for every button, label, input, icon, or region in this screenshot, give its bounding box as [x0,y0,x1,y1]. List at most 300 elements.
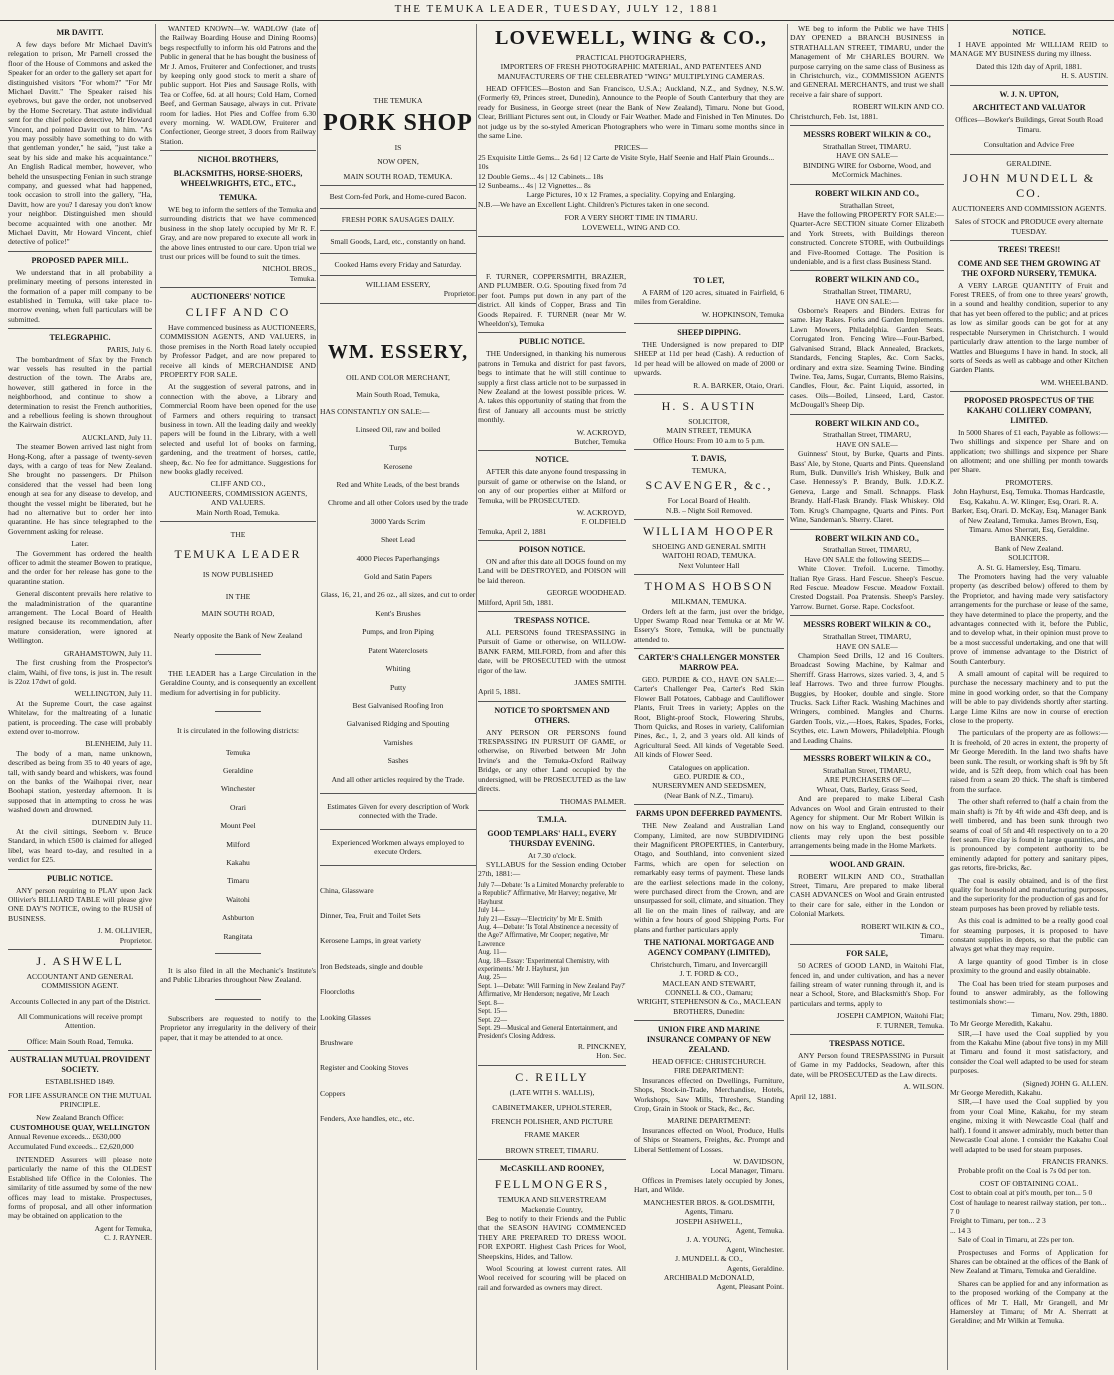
ad-text: At the suggestion of several patrons, and in connection with the above, a Library and Commercial Room have been opened for the use of Farmers and others requiring to transact business in town. All the leading daily and weekly papers will be found in the Library, with a well selected and useful lot of books on farming, gardening, and the treatment of horses, cattle, sheep, &c. No fee for admittance. Suggestions for new books gladly received. [160,382,316,477]
prospectus-text: SIR,—I have used the Coal supplied by you from your Coal Mine, Kakahu, for my steam engine, mixing it with Newcastle Coal (half and half). I found it answer admirably, much better than Newcastle Coal alone. I consider the Kakahu Coal well adapted to be used for steam purposes. [950,1097,1108,1154]
ad-text: ESTABLISHED 1849. [45,1077,115,1087]
divider [478,1159,626,1160]
heading: MESSRS ROBERT WILKIN & CO., [803,620,931,630]
ad-text: 50 ACRES of GOOD LAND, in Waitohi Flat, fenced in, and under cultivation, and has a never failing stream of water running through it, and is near a School, Store, and Blacksmith's Shop. For particulars and terms, apply to [790,961,944,1008]
syllabus-item: July 14— [478,907,505,915]
heading: PUBLIC NOTICE. [47,873,113,883]
ad-text: SYLLABUS for the Session ending October 27th, 1881:— [478,860,626,879]
ad-text: MARINE DEPARTMENT: [667,1116,751,1126]
syllabus-item: Aug. 4—Debate: 'Is Total Abstinence a necessity of the Age?' Affirmative, Mr Cooper; negative, Mr Lawrence [478,923,619,948]
signature: WRIGHT, STEPHENSON & Co., MACLEAN BROTHERS, Dunedin: [637,997,781,1016]
ad-text: Strathallan Street, TIMARU, [822,632,912,642]
dateline: BLENHEIM, July 11. [85,739,152,749]
list-item: Kent's Brushes [375,608,421,618]
ad-title: CLIFF AND CO [185,305,291,320]
list-item: Glass, 16, 21, and 26 oz., all sizes, and cut to order [320,590,476,600]
signature: Proprietor. [119,935,152,945]
heading: TELEGRAPHIC. [49,333,111,343]
divider [320,829,476,830]
heading: AUSTRALIAN MUTUAL PROVIDENT SOCIETY. [9,1055,150,1075]
cost-list [950,1188,1108,1235]
heading: AUCTIONEERS' NOTICE [190,292,286,302]
column-rule [787,24,788,1370]
ad-text: Small Goods, Lard, etc., constantly on hand. [330,237,466,247]
divider [320,253,476,254]
syllabus-item: Aug. 18—Essay: 'Experimental Chemistry, with experiments.' Mr J. Hayhurst, jun [478,957,610,974]
ad-text: WANTED KNOWN—W. WADLOW (late of the Railway Boarding House and Dining Rooms) begs respectfully to inform his old Patrons and the Public in general that he has bought the business of Mr J. Amos, Fruiterer and Confectioner, and trusts by keeping only good stock to merit a share of public support. Hot Pies and Sausage Rolls, with Tea or Coffee, 6d. at all hours; Cold Ham, Corned Beef, and German Sausage, always in cut. Private room for ladies. Hot Pies and Coffee from 6.30 every morning. W. WADLOW, Fruiterer and Confectioner, George street, 3 doors from Railway Station. [160,24,316,146]
list-item: Putty [389,682,407,692]
divider [950,154,1108,155]
column-6 [790,24,944,1370]
heading: CARTER'S CHALLENGER MONSTER MARROW PEA. [638,653,780,673]
heading: SHEEP DIPPING. [677,328,741,338]
signature: MACLEAN AND STEWART, [662,978,756,988]
heading: NOTICE. [535,455,569,465]
heading: T.M.I.A. [537,814,567,824]
divider [215,999,262,1000]
divider [950,85,1108,86]
divider [634,574,784,575]
ad-text: HAVE ON SALE— [836,439,898,449]
notice-text: THE Undersigned, in thanking his numerous patrons in Temuka and district for past favors, begs to intimate that he will still continue to supply a first class article not to be surpassed in New Zealand at the lowest possible prices. W. A. takes this opportunity of stating that from the first of January all accounts must be strictly monthly. [478,349,626,425]
divider [215,953,262,954]
column-3 [320,24,476,1370]
ad-text: Main South Road, Temuka, [356,390,440,400]
signature: R. PINCKNEY, [577,1041,626,1051]
ad-text: IS NOW PUBLISHED [202,570,274,580]
heading: NOTICE TO SPORTSMEN AND OTHERS. [494,705,610,725]
ad-text: HAVE ON SALE— [836,151,898,161]
ad-text: HAVE ON SALE:— [835,296,899,306]
item-list: Guinness' Stout, by Burke, Quarts and Pints. Bass' Ale, by Stone, Quarts and Pints. Queensland Rum, Bulk. Dunville's Irish Whiskey, Bulk and Case. Hennessy's P. Brandy, Bulk. J.D.K.Z. Geneva, Large and Small. Schnapps. Flask Brandy. Half-Flask Brandy. Flask Whiskey. Old Tom. Krug's Champagne, Quarts and Pints. Port Wine, Sandeman's. Sherry. Claret. [790,449,944,525]
list-item: Pumps, and Iron Piping [362,627,434,637]
ad-text: FIRE DEPARTMENT: [674,1066,744,1076]
signature: AUCTIONEERS, COMMISSION AGENTS, AND VALUERS. [168,488,308,508]
heading: UNION FIRE AND MARINE INSURANCE COMPANY OF NEW ZEALAND. [646,1025,772,1055]
ad-text: Experienced Workmen always employed to execute Orders. [331,837,465,857]
ad-text: SOLICITOR, [688,416,730,426]
divider [790,1034,944,1035]
ad-title: PORK SHOP [323,110,473,137]
ad-text: CABINETMAKER, UPHOLSTERER, FRENCH POLISHER, AND PICTURE FRAME MAKER [491,1102,613,1140]
dateline: PARIS, July 6. [107,345,152,355]
ad-text: Subscribers are requested to notify to the Proprietor any irregularity in the delivery of their paper, that it may be attended to at once. [160,1013,316,1042]
ad-text: IS [394,143,402,153]
signature: A. WILSON. [903,1082,944,1092]
ad-text: GERALDINE. [1006,158,1052,168]
ad-text: THE New Zealand and Australian Land Company, Limited, are now SUBDIVIDING their Magnificent PROPERTIES, in Canterbury, Otago, and Southland, into convenient sized Farms, which are open for selection on remarkably easy terms of payment. These lands are the earliest selections made in the colony, were purchased direct from the Crown, and are unsurpassed for soil, climate, and situation. They all lie on the main lines of railway, and are within a few hours of good Shipping Ports. For plans and further particulars apply [634,821,784,934]
ad-text: (LATE WITH S. WALLIS), [509,1087,595,1097]
divider [634,804,784,805]
prospectus-text: Mr George Meredith, Kakahu. [950,1088,1043,1098]
dateline: DUNEDIN July 11. [91,817,152,827]
prospectus-text: The other shaft referred to (half a chain from the main shaft) is 7ft by 4ft wide and 43ft deep, and is well timbered, and has been sunk through two seams of coal of 5ft and 4ft respectively on to a 20 feet seam. Fire clay is found in large quantities, and is pronounced by competent authority to be eminently adapted for pottery and sanitary pipes, gas retorts, fire-bricks, &c. [950,797,1108,873]
heading: TRESPASS NOTICE. [829,1039,905,1049]
ad-text: ACCOUNTANT AND GENERAL COMMISSION AGENT. [26,971,134,991]
lovewell-ad [478,24,784,274]
signature: Agent, Winchester. [726,1244,784,1254]
list-item: Gold and Satin Papers [364,572,432,582]
signature: W. ACKROYD, [576,427,626,437]
heading: TREES! TREES!! [997,244,1061,254]
signature: GEORGE WOODHEAD. [546,588,626,598]
divider [160,287,316,288]
column-rule [317,24,318,1370]
ad-title: TEMUKA LEADER [174,547,302,562]
ad-text: TEMUKA, [691,466,727,476]
ad-text: Next Volunteer Hall [678,560,740,570]
heading: TRESPASS NOTICE. [514,616,590,626]
ad-text: Accounts Collected in any part of the District. [9,996,151,1006]
ad-title: C. REILLY [515,1069,589,1084]
column-2 [160,24,316,1370]
district-item: Temuka [225,747,251,757]
list-item: China, Glassware [320,885,374,895]
signature: WM. WHEELBAND. [1040,377,1108,387]
ad-text: It is also filed in all the Mechanic's Institute's and Public Libraries throughout New Zealand. [160,966,316,985]
cost-item: Cost to obtain coal at pit's mouth, per ton... 5 0 [950,1188,1093,1198]
list-item: Sheet Lead [381,535,415,545]
district-item: Timaru [226,876,250,886]
ad-text: A VERY LARGE QUANTITY of Fruit and Forest TREES, of from one to three years' growth, in a sound and healthy condition, superior to any that has yet been offered to the public; and at prices as low as similar goods can be got for at any respectable Nurserymen in Christchurch. I would particularly draw attention to the large number of Wattles and Bluegums I have in hand. In stock, all sorts of Seeds as well as cabbage and other Kitchen Garden Plants. [950,280,1108,375]
ad-text: New Zealand Branch Office: [36,1113,124,1123]
signature: J. M. OLLIVIER, [97,926,152,936]
notice-text: ANY Person found TRESPASSING in Pursuit of Game in my Paddocks, Seadown, after this date, will be PROSECUTED as the Law directs. [790,1051,944,1079]
divider [790,184,944,185]
item-list: Osborne's Reapers and Binders. Extras for same. Hay Rakes. Forks and Garden Implements. Lawn Mowers, Philadelphia. Garden Seats. Corrugated Iron. Fencing Wire—Four-Barbed, Galvanised Strand, Black Annealed, Brackets, Standards, Fencing Staples, &c. Corn Sacks, ordinary and extra size. Seaming Twine. Binding Twine. Tea, Jams, Sugar, Currants, Blemo Raisins, Candles, Flour, &c. Paint Liquid, assorted, in cases. Oils—Boiled, Linseed, Lard, Castor. McDougall's Sheep Dip. [790,306,944,410]
ad-text: Strathallan Street, TIMARU, [822,430,912,440]
dateline: Later. [71,539,89,549]
divider [478,236,784,237]
heading: NOTICE. [1012,28,1046,37]
signature: Timaru. [920,930,944,940]
signature: Temuka. [289,273,316,283]
ad-title: WILLIAM HOOPER [642,524,776,539]
list-item: Chrome and all other Colors used by the trade [327,498,469,508]
notice-text: ANY person requiring to PLAY upon Jack Ollivier's BILLIARD TABLE will please give ONE DAY'S NOTICE, owing to the RUSH of BUSINESS. [8,885,152,923]
ad-text: Have ON SALE the following SEEDS— [804,554,930,564]
ad-text: Strathallan Street, TIMARU, [822,287,912,297]
article-text: The first crushing from the Prospector's claim, Waihi, of five tons, is just in. The result is 22oz 17dwt of gold. [8,658,152,686]
notice-text: AFTER this date anyone found trespassing in pursuit of game or otherwise on the Island, or on any of our properties either at Milford or Temuka, will be PROSECUTED. [478,467,626,505]
ad-text: MILKMAN, TEMUKA. [671,597,747,607]
signature: W. DAVIDSON, [733,1157,784,1167]
ad-text: Annual Revenue exceeds... £630,000 [8,1132,121,1142]
ad-text: GEO. PURDIE & CO., HAVE ON SALE:— Carter's Challenger Pea, Carter's Red Skin Flower Ball Potatoes, Cabbage and Cauliflower Plants, Fruit Trees in variety; Apples on the Root, Blight-proof Stock, Flowering Shrubs, Thorn Quicks, and Roses in variety, Californian Pines, &c., 1, 2, and 3 years old. All kinds of Agricultural Seed. All kinds of Vegetable Seed. All kinds of Flower Seed. [634,674,784,760]
list-item: Brushware [320,1038,353,1048]
syllabus-item: Sept. 15— [478,1008,508,1016]
ad-text: N.B. – Night Soil Removed. [665,505,753,515]
ad-text: MAIN STREET, TEMUKA [666,426,752,436]
ad-text: Strathallan Street, TIMARU, [822,765,912,775]
ad-text: THE TEMUKA [373,96,423,105]
prospectus-text: As this coal is admitted to be a really good coal for steaming purposes, it is proposed to have constant supplies in depots, so that the public can always get what they may require. [950,916,1108,954]
signature: Agents, Geraldine. [726,1263,784,1273]
signature: CLIFF AND CO., [210,479,266,489]
ad-title: SCAVENGER, &c., [645,478,773,493]
item-list: White Clover. Trefoil. Lucerne. Timothy. Italian Rye Grass. Hard Fescue. Sheep's Fescue. Red Fescue. Meadow Fescue. Meadow Foxtail. Crested Dogstail. Poa Pratensis. Sheep's Parsley. Yarrow. Burnet. Gorse. Rape. Cocksfoot. [790,564,944,611]
divider [8,1050,152,1051]
divider [790,944,944,945]
heading: PROMOTERS. [1005,477,1053,487]
prospectus-text: The Coal has been tried for steam purposes and found to answer admirably, as the following testimonials show:— [950,978,1108,1007]
ad-text: Offices—Bowker's Buildings, Great South Road Timaru. [955,115,1103,134]
signature: THOMAS PALMER. [560,796,626,806]
prospectus-text: Bank of New Zealand. [994,543,1064,553]
divider [950,391,1108,392]
divider [790,125,944,126]
column-rule [155,24,156,1370]
divider [215,654,262,655]
prospectus-text: SIR,—I have used the Coal supplied by you from the Kakahu Mine (about five tons) in my Mill at Timaru and found it most satisfactory, and consider the Coal well adapted to be used for steam purposes. [950,1028,1108,1076]
column-rule [476,24,477,1370]
heading: COST OF OBTAINING COAL. [979,1178,1079,1188]
ad-text: NURSERYMEN AND SEEDSMEN, [652,781,766,791]
district-item: Rangitata [223,931,253,941]
divider [790,855,944,856]
divider [320,208,476,209]
signature: CONNELL & CO., Oamaru; [665,988,753,998]
heading: NICHOL BROTHERS, [197,155,279,165]
column-1 [8,24,152,1370]
heading: ROBERT WILKIN AND CO., [815,533,919,543]
heading: FARMS UPON DEFERRED PAYMENTS. [635,809,783,819]
signature: JOSEPH CAMPION, Waitohi Flat; [836,1011,944,1021]
divider [634,648,784,649]
prospectus-text: Shares can be applied for and any information as to the proposed working of the Company at the offices of Mr T. Hall, Mr Grangell, and Mr Hamersley at Timaru; of Mr A. Sherratt at Geraldine; and Mr Wilkin at Temuka. [950,1278,1108,1326]
heading: COME AND SEE THEM GROWING AT THE OXFORD NURSERY, TEMUKA. [957,258,1101,278]
heading: McCASKILL AND ROONEY, [500,1164,604,1174]
signature: Agent, Pleasant Point. [716,1282,784,1292]
list-item: Coppers [320,1088,346,1098]
list-item: And all other articles required by the Trade. [331,774,465,784]
divider [478,611,626,612]
divider [634,394,784,395]
ad-title: WM. ESSERY, [327,340,469,363]
heading: T. DAVIS, [691,454,727,464]
ad-text: THE Undersigned is now prepared to DIP SHEEP at 11d per head (Cash). A reduction of 1d per head will be allowed on made of 2000 or upwards. [634,340,784,378]
divider [215,711,262,712]
divider [950,240,1108,241]
list-item: Linseed Oil, raw and boiled [355,424,441,434]
ad-text: Large Pictures, 10 x 12 Frames, a speciality. Copying and Enlarging. [526,190,736,200]
article-text: The steamer Bowen arrived last night from Hong-Kong, after a passage of twenty-seven days, with a cargo of teas for New Zealand. She brought no passengers. Dr Philson considered that the vessel had been long enough at sea for any disease to develop, and thought the vessel might be liberated, but he had no alternative but to order her into quarantine. He has since telegraphed to the Government asking for release. [8,442,152,536]
ad-title: JOHN MUNDELL & CO. [962,170,1096,200]
column-7 [950,24,1108,1370]
ad-text: And are prepared to make Liberal Cash Advances on Wool and Grain entrusted to their Agency for shipment. Our Mr Robert Wilkin is now on his way to England, consequently our clients may rely upon the best possible arrangements being made in the Home Markets. [790,794,944,851]
syllabus-item: Sept. 1—Debate: 'Will Farming in New Zealand Pay?' Affirmative, Mr Henderson; negative, Mr Leach [478,982,626,999]
divider [790,529,944,530]
price-line: 12 Sunbeams... 4s | 12 Vignettes... 8s [478,181,591,191]
divider [160,521,316,522]
signature: GEO. PURDIE & CO., [673,772,745,782]
prospectus-text: Prospectuses and Forms of Application for Shares can be obtained at the offices of the Bank of New Zealand at Timaru, Temuka and Geraldine. [950,1247,1108,1276]
ad-text: Nearly opposite the Bank of New Zealand [173,630,303,640]
divider [320,230,476,231]
column-rule [947,24,948,1370]
divider [8,251,152,252]
district-item: Mount Peel [220,821,256,831]
column-5 [634,272,784,1370]
dateline: Timaru, Nov. 29th, 1880. [1031,1009,1108,1019]
list-item: Kerosene Lamps, in great variety [320,936,421,946]
district-item: Geraldine [223,766,253,775]
signature: JAMES SMITH. [574,678,626,688]
ad-text: F. TURNER, COPPERSMITH, BRAZIER, AND PLUMBER. O.G. Spouting fixed from 7d per foot. Pumps put down in any part of the district. All kinds of Copper, Brass and Tin Goods Repaired. F. TURNER (near Mr W. Wheeldon's), Temuka [478,272,626,329]
article-text: We understand that in all probability a preliminary meeting of persons interested in the formation of a paper mill company to be established in Temuka, will take place to-morrow evening, when full particulars will be submitted. [8,267,152,324]
ad-text: HEAD OFFICES—Boston and San Francisco, U.S.A.; Auckland, N.Z., and Sydney, N.S.W. (Formerly 69, Princes street, Dunedin), Announce to the People of South Canterbury that they are ready for Business, in George street (near the Bank of New Zealand), Timaru. None but Good, Clear, Brilliant Pictures sent out, in Cloudy or Fair Weather. Made and Finished in Ten Minutes. Do not judge us by the so-styled American Photographers who were in Timaru some months since in the same Line. [478,84,784,141]
syllabus-item: Sept. 22— [478,1016,508,1024]
ad-text: (Near Bank of N.Z., Timaru). [664,790,754,800]
item-list [320,425,476,784]
district-item: Waitohi [226,894,250,904]
divider [634,1020,784,1021]
ad-text: MAIN SOUTH ROAD, [201,609,275,619]
ad-title: LOVEWELL, WING & CO., [495,27,767,49]
list-item: Patent Waterclosets [368,645,428,655]
signature: F. OLDFIELD [581,517,626,527]
ad-text: Strathallan Street, [839,200,895,210]
ad-text: WAITOHI ROAD, TEMUKA. [662,551,756,561]
ad-text: Have commenced business as AUCTIONEERS, COMMISSION AGENTS, AND VALUERS, in those premises in the North Road lately occupied by Professor Padget, and are now prepared to receive all kinds of MERCHANDISE AND PROPERTY FOR SALE. [160,322,316,379]
notice-text: ANY PERSON OR PERSONS found TRESPASSING IN PURSUIT OF GAME, or otherwise, on Riverbed between Mr John Irvine's and the Temuka-Oxford Railway Bridge, or any other Land occupied by the undersigned, will be PROSECUTED as the law directs. [478,727,626,794]
district-item: Kakahu [226,858,250,868]
article-text: A few days before Mr Michael Davitt's relegation to prison, Mr Parnell crossed the floor of the House of Commons and asked the Speaker for an order to the gallery set apart for distinguished visitors "For whom?" "For Mr Michael Davitt." The Speaker raised his eyebrows, but gave the order, not unobserved by the Home Secretary. That astute individual sent for the chief police detective, Mr Howard Vincent, and pointed Davitt out to him. "As you may possibly have something to do with that gentleman yonder," he said, "just take a seat by his side and make his acquaintance." An English Radical member, however, who beheld the unsuspecting Fenian in such strange company, and guessed what had happened, took occasion to stroll into the gallery, "Ha, Davitt, how are you? I daresay you don't know your neighbor. Distinguished men should become acquainted with one another. Mr Michael Davitt, Mr Howard Vincent, chief detective of police!" [8,39,152,247]
ad-text: Offices in Premises lately occupied by Jones, Hart, and Wilde. [634,1175,784,1195]
list-item: Iron Bedsteads, single and double [320,961,423,971]
prospectus-text: The coal is easily obtained, and is of the first quality for household and manufacturing purposes, and the superiority for the production of gas and for steam purposes has been proved by reliable tests. [950,875,1108,913]
ad-text: ARE PURCHASERS OF— [824,775,910,785]
ad-text: Christchurch, Timaru, and Invercargill [650,959,768,969]
masthead: THE TEMUKA LEADER, TUESDAY, JULY 12, 1881 [0,0,1114,21]
ad-text: HAS CONSTANTLY ON SALE:— [320,407,430,417]
divider [478,701,626,702]
signature: (Signed) JOHN G. ALLEN. [1023,1078,1108,1088]
dateline: April 5, 1881. [478,687,521,697]
signature: Agent, Temuka. [735,1225,784,1235]
prospectus-text: Probable profit on the Coal is 7s 0d per ton. [958,1166,1091,1176]
ad-text: SHOEING AND GENERAL SMITH [652,542,766,552]
prospectus-text: To Mr George Meredith, Kakahu. [950,1019,1053,1029]
list-item: Looking Glasses [320,1012,371,1022]
dateline: Dated this 12th day of April, 1881. [976,61,1082,71]
dateline: Temuka, April 2, 1881 [478,526,547,536]
heading: BANKERS. [1010,534,1048,544]
prospectus-text: John Hayhurst, Esq, Temuka. Thomas Hardcastle, Esq, Kakahu. A. W. Klinger, Esq, Orari. R. A. Barker, Esq, Orari. D. McKay, Esq, Manager Bank of New Zealand, Temuka. James Brown, Esq, Timaru. Amos Sherratt, Esq, Geraldine. [951,487,1107,534]
article-text: The Government has ordered the health officer to admit the steamer Bowen to pratique, and the order for her release has gone to the quarantine station. [8,548,152,586]
district-item: Milford [226,839,250,849]
heading: ROBERT WILKIN AND CO., [815,418,919,428]
signature: Main North Road, Temuka. [196,507,280,517]
heading: W. J. N. UPTON, [999,89,1059,99]
heading: WOOL AND GRAIN. [829,859,905,869]
article-text: General discontent prevails here relative to the maladministration of the quarantine arrangement. The Local Board of Health resigned because its recommendation, after mature consideration, were ignored at Wellington. [8,589,152,646]
ad-text: Sales of STOCK and PRODUCE every alternate TUESDAY. [955,217,1103,236]
list-item: 3000 Yards Scrim [370,516,426,526]
ad-text: Beg to notify to their Friends and the Public that the SEASON HAVING COMMENCED THEY ARE PREPARED TO DRESS WOOL FOR EXPORT. Highest Cash Prices for Wool, Sheepskins, Hides, and Tallow. [478,1213,626,1261]
divider [320,275,476,276]
heading: PROPOSED PROSPECTUS OF THE KAKAHU COLLIERY COMPANY, LIMITED. [963,396,1095,425]
signature: C. J. RAYNER. [103,1233,152,1243]
ad-title: J. ASHWELL [36,953,124,968]
heading: TO LET, [693,276,725,285]
signature: ROBERT WILKIN AND CO. [852,102,944,112]
divider [478,332,626,333]
divider [478,810,626,811]
ad-text: Have the following PROPERTY FOR SALE:— Quarter-Acre SECTION situate Corner Elizabeth and York Streets, with Buildings thereon constructed. Concrete STORE, with Outbuildings and Five-Roomed Cottage. The Position is undeniable, and is a first class Business Stand. [790,209,944,266]
list-item: Register and Cooking Stoves [320,1063,409,1073]
ad-text: FRESH PORK SAUSAGES DAILY. [341,214,455,224]
signature: Agent for Temuka, [94,1223,152,1233]
heading: POISON NOTICE. [518,545,586,555]
signature: R. A. BARKER, Otaio, Orari. [693,380,784,390]
heading: BLACKSMITHS, HORSE-SHOERS, WHEELWRIGHTS, ETC., ETC., [173,169,303,189]
divider [8,949,152,950]
ad-text: At 7.30 o'clock. [527,850,577,860]
list-item: Varnishes [383,737,413,747]
divider [478,450,626,451]
cost-item: Freight to Timaru, per ton... 2 3 [950,1216,1046,1226]
ad-text: HEAD OFFICE: CHRISTCHURCH. [652,1057,766,1066]
heading: MESSRS ROBERT WILKIN & CO., [803,754,931,764]
price-line: 25 Exquisite Little Gems... 2s 6d | 12 Carte de Visite Style, Half Seenie and Half Plain Grounds... 10s [478,152,775,172]
signature: Hon. Sec. [596,1051,626,1061]
divider [634,323,784,324]
item-list: Champion Seed Drills, 12 and 16 Coulters. Broadcast Sowing Machine, by Kalmar and Sherriff. Grass Harrows, sizes varied. 3, 4, and 5 leaf Harrows. Two and three furrow Ploughs. Buggies, by Hooker, double and single. Store Trucks. Sack Lifter Rack. Washing Machines and Wringers, combined. Mangles and Churns. Garden Tools, viz.,—Hoes, Rakes, Spades, Forks, Scythes, etc. Lawn Mowers, Philadelphia. Plough and Leading Chains. [790,650,944,745]
divider [320,793,476,794]
signature: ROBERT WILKIN & CO., [860,921,944,931]
dateline: Milford, April 5th, 1881. [478,597,554,607]
item-list [320,886,476,1124]
divider [790,749,944,750]
district-item: Ashburton [221,913,255,923]
list-item: Sashes [387,756,409,766]
ad-text: N.B.—We have an Excellent Light. Children's Pictures taken in one second. [478,199,710,209]
notice-text: ALL PERSONS found TRESPASSING in Pursuit of Game or otherwise, on WILLOW-BANK FARM, MILFORD, from and after this date, will be PROSECUTED with the utmost rigor of the law. [478,628,626,675]
column-4 [478,272,626,1370]
ad-text: INTENDED Assurers will please note particularly the name of this the OLDEST Established life Office in the Colonies. The similarity of title assumed by some of the new offices may lead to mistake. Prospectuses, forms of proposal, and all other information may be obtained on application to the [8,1154,152,1221]
ad-text: Best Corn-fed Pork, and Home-cured Bacon. [329,192,467,202]
ad-text: A FARM of 120 acres, situated in Fairfield, 6 miles from Geraldine. [634,287,784,307]
signature: J. T. FORD & CO., [679,969,739,979]
ad-text: PRICES— [614,143,648,153]
dateline: April 12, 1881. [790,1091,837,1101]
notice-text: ON and after this date all DOGS found on my Land will be DESTROYED, and POISON will be laid thereon. [478,557,626,585]
signature: WILLIAM ESSERY, [365,280,431,289]
signature: ARCHIBALD McDONALD, [663,1272,755,1282]
ad-text: IN THE [225,591,251,601]
heading: SOLICITOR. [1008,553,1050,563]
syllabus-item: Sept. 29—Musical and General Entertainment, and President's Closing Address. [478,1025,618,1041]
divider [478,1065,626,1066]
divider [8,869,152,870]
list-item: Galvanised Ridging and Spouting [346,719,450,729]
ad-text: OIL AND COLOR MERCHANT, [346,372,450,382]
ad-text: NOW OPEN, [377,156,419,166]
ad-text: PRACTICAL PHOTOGRAPHERS, [575,52,687,62]
cost-item: Cost of haulage to nearest railway station, per ton... 7 0 [950,1197,1107,1216]
heading: ROBERT WILKIN AND CO., [815,188,919,198]
divider [790,414,944,415]
list-item: Floorcloths [320,987,355,997]
heading: ROBERT WILKIN AND CO., [815,275,919,285]
ad-text: For Local Board of Health. [667,496,751,506]
ad-title: FELLMONGERS, [494,1177,610,1192]
ad-title: ARCHITECT AND VALUATOR [972,103,1086,113]
divider [634,519,784,520]
list-item: 4000 Pieces Paperhangings [356,553,440,563]
ad-text: THE [230,530,246,540]
